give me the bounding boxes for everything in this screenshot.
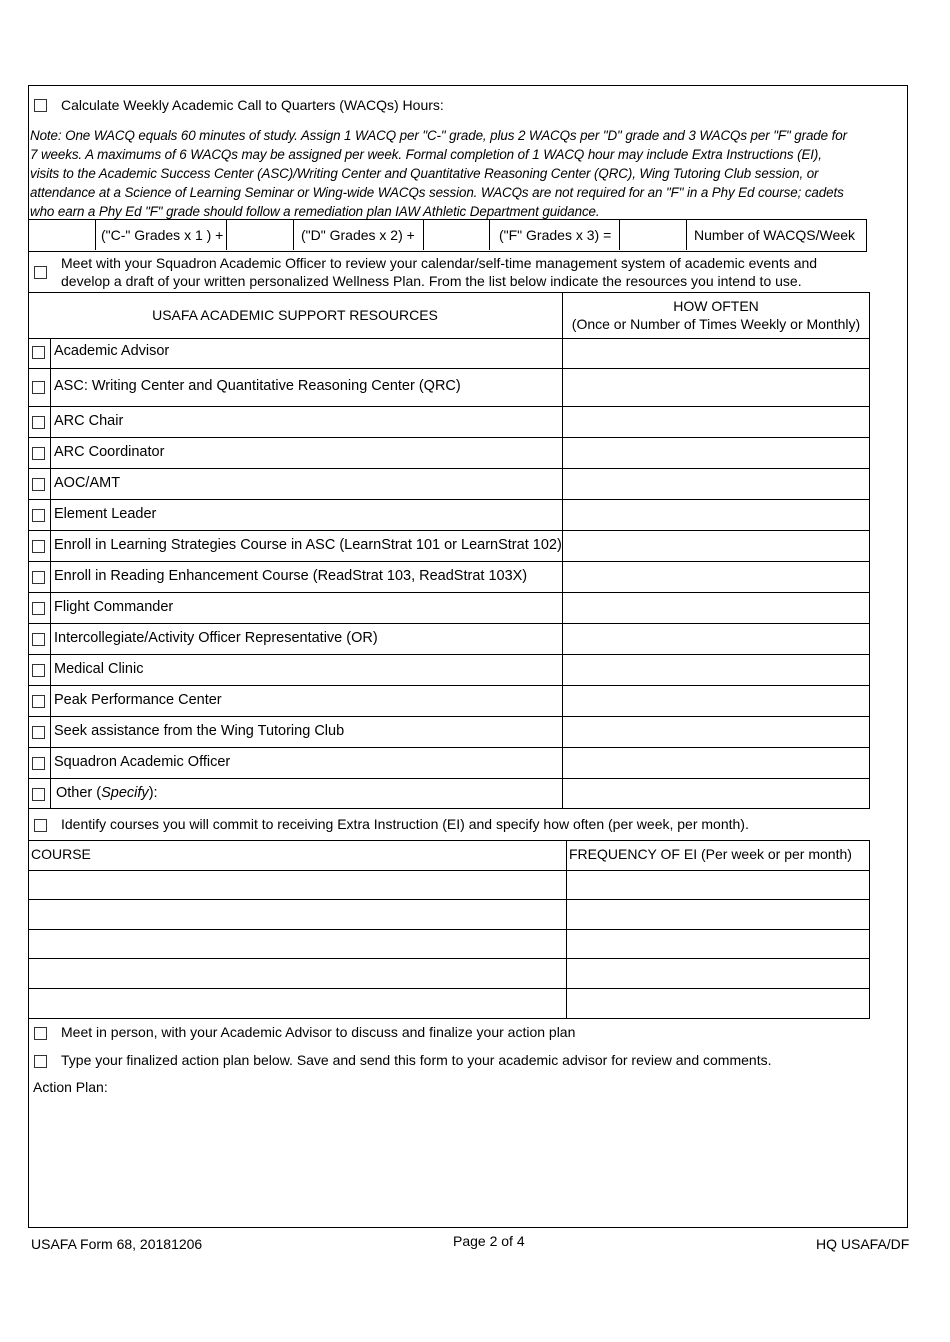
resource-checkbox[interactable]	[32, 416, 45, 429]
wacq-label: Calculate Weekly Academic Call to Quarters (WACQs) Hours:	[61, 97, 444, 113]
frequency-input[interactable]	[567, 989, 868, 1017]
resource-checkbox[interactable]	[32, 540, 45, 553]
resource-checkbox[interactable]	[32, 571, 45, 584]
frequency-input[interactable]	[567, 900, 868, 928]
resource-label: Flight Commander	[54, 599, 174, 615]
f-grades-label: ("F" Grades x 3) =	[499, 227, 612, 243]
ei-checkbox[interactable]	[34, 819, 47, 832]
resource-label: Intercollegiate/Activity Officer Representative (OR)	[54, 630, 378, 646]
resource-checkbox[interactable]	[32, 447, 45, 460]
resource-label: ASC: Writing Center and Quantitative Reasoning Center (QRC)	[54, 378, 461, 394]
resource-label: Enroll in Reading Enhancement Course (ReadStrat 103, ReadStrat 103X)	[54, 568, 528, 584]
wellness-checkbox[interactable]	[34, 266, 47, 279]
total-wacqs-label: Number of WACQS/Week	[694, 227, 856, 243]
resource-checkbox[interactable]	[32, 695, 45, 708]
course-input[interactable]	[29, 900, 565, 928]
d-grades-input[interactable]	[424, 220, 489, 250]
resource-label: Enroll in Learning Strategies Course in ASC (LearnStrat 101 or LearnStrat 102)	[54, 537, 562, 553]
action-plan-checkbox[interactable]	[34, 1055, 47, 1068]
course-input[interactable]	[29, 989, 565, 1017]
course-input[interactable]	[29, 930, 565, 957]
d-grades-label: ("D" Grades x 2) +	[301, 227, 415, 243]
resource-label: ARC Chair	[54, 413, 124, 429]
resource-checkbox[interactable]	[32, 346, 45, 359]
resource-label: Element Leader	[54, 506, 157, 522]
meet-advisor-label: Meet in person, with your Academic Advisor to discuss and finalize your action plan	[61, 1024, 576, 1040]
wacq-checkbox[interactable]	[34, 99, 47, 112]
resource-checkbox[interactable]	[32, 664, 45, 677]
form-id: USAFA Form 68, 20181206	[31, 1236, 203, 1252]
other-resource-checkbox[interactable]	[32, 788, 45, 801]
resource-checkbox[interactable]	[32, 509, 45, 522]
resource-label: Peak Performance Center	[54, 692, 222, 708]
resource-checkbox[interactable]	[32, 602, 45, 615]
wacq-note	[30, 126, 870, 221]
resource-label: ARC Coordinator	[54, 444, 165, 460]
resource-label: Squadron Academic Officer	[54, 754, 231, 770]
frequency-input[interactable]	[567, 959, 868, 987]
meet-advisor-checkbox[interactable]	[34, 1027, 47, 1040]
action-plan-textarea[interactable]	[30, 1098, 906, 1226]
resource-checkbox[interactable]	[32, 381, 45, 394]
how-often-header: HOW OFTEN	[673, 298, 759, 314]
note-line-1: Note: One WACQ equals 60 minutes of study. Assign 1 WACQ per "C-" grade, plus 2 WACQs per "D" grade and 3 WACQs per "F" grade for	[30, 128, 847, 143]
ei-label: Identify courses you will commit to receiving Extra Instruction (EI) and specify how often (per week, per month).	[61, 816, 749, 832]
other-resource-label: Other (Specify):	[56, 785, 158, 801]
course-input[interactable]	[29, 871, 565, 898]
resource-checkbox[interactable]	[32, 478, 45, 491]
note-line-3: visits to the Academic Success Center (ASC)/Writing Center and Quantitative Reasoning Center (QRC), Wing Tutoring Club session, or	[30, 166, 819, 181]
c-grades-label: ("C-" Grades x 1 ) +	[101, 227, 224, 243]
course-header: COURSE	[31, 846, 91, 862]
resource-checkbox[interactable]	[32, 633, 45, 646]
course-input[interactable]	[29, 959, 565, 987]
how-often-subheader: (Once or Number of Times Weekly or Monthly)	[571, 316, 861, 332]
resource-label: Seek assistance from the Wing Tutoring Club	[54, 723, 345, 739]
page-number: Page 2 of 4	[453, 1233, 525, 1249]
note-line-2: 7 weeks. A maximums of 6 WACQs may be assigned per week. Formal completion of 1 WACQ hour may include Extra Instructions (EI),	[30, 147, 822, 162]
note-line-5: who earn a Phy Ed "F" grade should follow a remediation plan IAW Athletic Department guidance.	[30, 204, 600, 219]
resource-label: Medical Clinic	[54, 661, 144, 677]
note-line-4: attendance at a Science of Learning Seminar or Wing-wide WACQs session. WACQs are not required for an "F" in a Phy Ed course; cadets	[30, 185, 844, 200]
c-grades-input[interactable]	[227, 220, 293, 250]
resource-label: Academic Advisor	[54, 343, 170, 359]
frequency-header: FREQUENCY OF EI (Per week or per month)	[569, 846, 852, 862]
frequency-input[interactable]	[567, 871, 868, 898]
office-symbol: HQ USAFA/DF	[816, 1236, 910, 1252]
action-plan-label: Action Plan:	[33, 1079, 108, 1095]
frequency-input[interactable]	[567, 930, 868, 957]
wellness-line-1: Meet with your Squadron Academic Officer to review your calendar/self-time management system of academic events and	[61, 255, 818, 271]
action-plan-instructions: Type your finalized action plan below. Save and send this form to your academic advisor for review and comments.	[61, 1052, 772, 1068]
f-grades-input[interactable]	[620, 220, 686, 250]
wellness-line-2: develop a draft of your written personalized Wellness Plan. From the list below indicate the resources you intend to use.	[61, 273, 802, 289]
resource-checkbox[interactable]	[32, 757, 45, 770]
resource-checkbox[interactable]	[32, 726, 45, 739]
resource-label: AOC/AMT	[54, 475, 121, 491]
resources-header: USAFA ACADEMIC SUPPORT RESOURCES	[152, 307, 438, 323]
wacq-grade-row	[28, 219, 867, 252]
